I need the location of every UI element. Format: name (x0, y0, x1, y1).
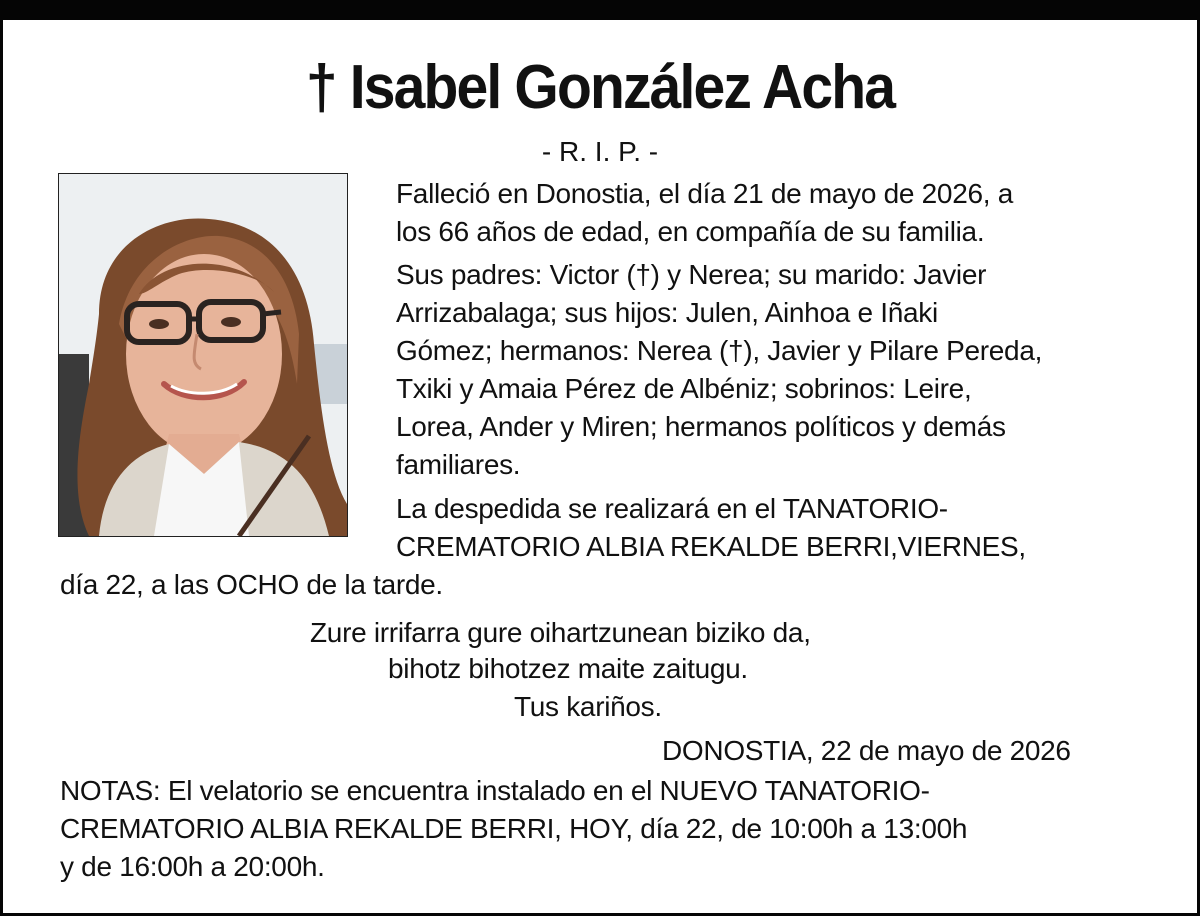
text-line: día 22, a las OCHO de la tarde. (60, 569, 443, 600)
text-line: CREMATORIO ALBIA REKALDE BERRI,VIERNES, (396, 531, 1026, 562)
dedication-line-1: Zure irrifarra gure oihartzunean biziko da, (310, 617, 811, 648)
family-paragraph (396, 256, 1042, 484)
text-line: CREMATORIO ALBIA REKALDE BERRI, HOY, día 22, de 10:00h a 13:00h (60, 813, 968, 844)
text-line: Txiki y Amaia Pérez de Albéniz; sobrinos: Leire, (396, 373, 972, 404)
portrait-illustration (59, 174, 347, 536)
text-line: familiares. (396, 449, 521, 480)
text-line: Arrizabalaga; sus hijos: Julen, Ainhoa e Iñaki (396, 297, 938, 328)
portrait-photo (58, 173, 348, 537)
farewell-paragraph-top (396, 490, 1026, 566)
text-line: Falleció en Donostia, el día 21 de mayo de 2026, a (396, 178, 1013, 209)
place-and-date: DONOSTIA, 22 de mayo de 2026 (662, 735, 1071, 766)
text-line: La despedida se realizará en el TANATORIO- (396, 493, 948, 524)
dedication-line-2: bihotz bihotzez maite zaitugu. (388, 653, 748, 684)
text-line: Sus padres: Victor (†) y Nerea; su marido: Javier (396, 259, 987, 290)
top-border-bar (0, 0, 1200, 20)
farewell-paragraph-bottom (60, 566, 443, 604)
dedication-signature: Tus kariños. (514, 691, 662, 722)
text-line: Lorea, Ander y Miren; hermanos políticos y demás (396, 411, 1006, 442)
death-announcement-paragraph (396, 175, 1013, 251)
text-line: NOTAS: El velatorio se encuentra instalado en el NUEVO TANATORIO- (60, 775, 930, 806)
text-line: Gómez; hermanos: Nerea (†), Javier y Pilare Pereda, (396, 335, 1043, 366)
deceased-name-title: † Isabel González Acha (305, 53, 895, 122)
rip-subtitle: - R. I. P. - (541, 136, 659, 167)
notes-section (60, 772, 967, 886)
text-line: los 66 años de edad, en compañía de su familia. (396, 216, 985, 247)
text-line: y de 16:00h a 20:00h. (60, 851, 325, 882)
